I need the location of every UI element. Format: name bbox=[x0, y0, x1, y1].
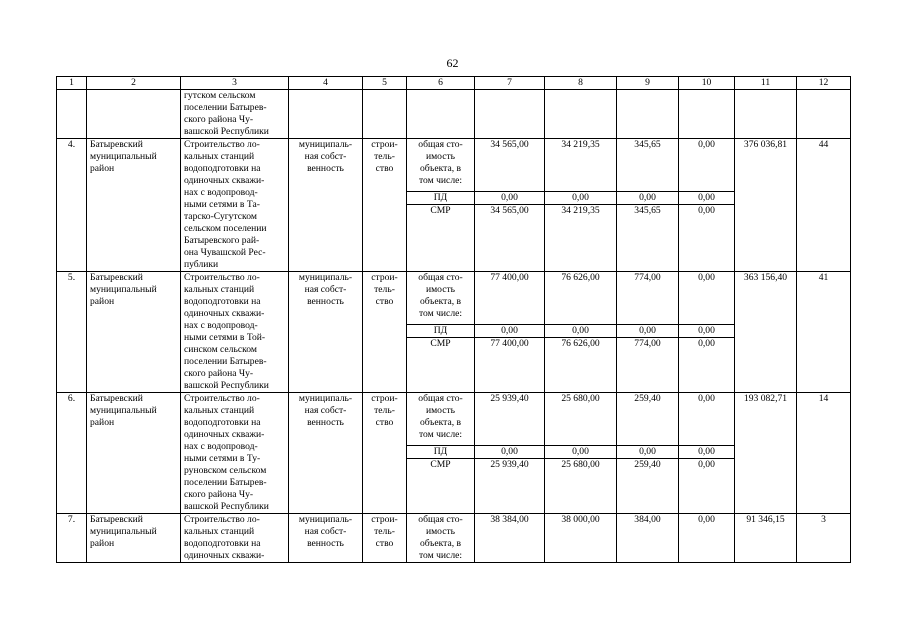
table-row bbox=[57, 393, 851, 446]
header-col-2: 2 bbox=[87, 77, 181, 90]
row-4-pd-label: ПД bbox=[407, 192, 475, 205]
row-7-work-type: строи- тель- ство bbox=[363, 514, 407, 563]
row-6-smr-col10: 0,00 bbox=[679, 459, 735, 514]
row-6-col12: 14 bbox=[797, 393, 851, 514]
row-4-smr-col8: 34 219,35 bbox=[545, 205, 617, 272]
row-5-pd-col9: 0,00 bbox=[617, 325, 679, 338]
header-col-5: 5 bbox=[363, 77, 407, 90]
row-7-district: Батыревский муниципальный район bbox=[87, 514, 181, 563]
header-col-12: 12 bbox=[797, 77, 851, 90]
row-6-total-col10: 0,00 bbox=[679, 393, 735, 446]
header-col-8: 8 bbox=[545, 77, 617, 90]
row-7-description: Строительство ло- кальных станций водоподготовки на одиночных скважи- bbox=[181, 514, 289, 563]
header-col-6: 6 bbox=[407, 77, 475, 90]
row-5-col12: 41 bbox=[797, 272, 851, 393]
row-4-work-type: строи- тель- ство bbox=[363, 139, 407, 272]
row-4-district: Батыревский муниципальный район bbox=[87, 139, 181, 272]
row-5-pd-col10: 0,00 bbox=[679, 325, 735, 338]
row-6-total-label: общая сто- имость объекта, в том числе: bbox=[407, 393, 475, 446]
row-7-total-col10: 0,00 bbox=[679, 514, 735, 563]
header-col-11: 11 bbox=[735, 77, 797, 90]
row-7-total-col9: 384,00 bbox=[617, 514, 679, 563]
row-4-pd-col9: 0,00 bbox=[617, 192, 679, 205]
row-6-pd-col10: 0,00 bbox=[679, 446, 735, 459]
row-6-total-col7: 25 939,40 bbox=[475, 393, 545, 446]
investment-table bbox=[56, 76, 851, 563]
row-6-ownership: муниципаль- ная собст- венность bbox=[289, 393, 363, 514]
row-4-ownership: муниципаль- ная собст- венность bbox=[289, 139, 363, 272]
row-5-smr-col8: 76 626,00 bbox=[545, 338, 617, 393]
row-6-smr-col7: 25 939,40 bbox=[475, 459, 545, 514]
row-5-ownership: муниципаль- ная собст- венность bbox=[289, 272, 363, 393]
header-col-10: 10 bbox=[679, 77, 735, 90]
row-4-total-col10: 0,00 bbox=[679, 139, 735, 192]
row-4-col12: 44 bbox=[797, 139, 851, 272]
row-4-smr-col10: 0,00 bbox=[679, 205, 735, 272]
header-col-3: 3 bbox=[181, 77, 289, 90]
row-5-description: Строительство ло- кальных станций водоподготовки на одиночных скважи- нах с водопровод- ными сетями в Той- синском сельском поселении Батырев- ского района Чу- вашской Республики bbox=[181, 272, 289, 393]
row-6-description: Строительство ло- кальных станций водоподготовки на одиночных скважи- нах с водопровод- ными сетями в Ту- руновском сельском поселении Батырев- ского района Чу- вашской Республики bbox=[181, 393, 289, 514]
row-5-total-label: общая сто- имость объекта, в том числе: bbox=[407, 272, 475, 325]
row-6-work-type: строи- тель- ство bbox=[363, 393, 407, 514]
row-5-pd-col8: 0,00 bbox=[545, 325, 617, 338]
row-4-description: Строительство ло- кальных станций водоподготовки на одиночных скважи- нах с водопровод- ными сетями в Та- тарско-Сугутском сельском поселении Батыревского рай- она Чувашской Рес- публики bbox=[181, 139, 289, 272]
row-5-number: 5. bbox=[57, 272, 87, 393]
page-number: 62 bbox=[446, 56, 459, 70]
row-4-smr-col9: 345,65 bbox=[617, 205, 679, 272]
row-5-work-type: строи- тель- ство bbox=[363, 272, 407, 393]
row-6-pd-col9: 0,00 bbox=[617, 446, 679, 459]
row-5-district: Батыревский муниципальный район bbox=[87, 272, 181, 393]
continuation-row bbox=[57, 90, 851, 139]
row-5-smr-col10: 0,00 bbox=[679, 338, 735, 393]
row-5-smr-label: СМР bbox=[407, 338, 475, 393]
row-4-total-label: общая сто- имость объекта, в том числе: bbox=[407, 139, 475, 192]
row-4-pd-col8: 0,00 bbox=[545, 192, 617, 205]
row-5-pd-col7: 0,00 bbox=[475, 325, 545, 338]
row-4-total-col7: 34 565,00 bbox=[475, 139, 545, 192]
row-6-pd-col7: 0,00 bbox=[475, 446, 545, 459]
row-6-smr-col8: 25 680,00 bbox=[545, 459, 617, 514]
row-4-pd-col10: 0,00 bbox=[679, 192, 735, 205]
row-6-smr-col9: 259,40 bbox=[617, 459, 679, 514]
header-col-7: 7 bbox=[475, 77, 545, 90]
row-6-total-col9: 259,40 bbox=[617, 393, 679, 446]
row-7-total-label: общая сто- имость объекта, в том числе: bbox=[407, 514, 475, 563]
row-4-total-col9: 345,65 bbox=[617, 139, 679, 192]
row-5-total-col10: 0,00 bbox=[679, 272, 735, 325]
header-row bbox=[57, 77, 851, 90]
row-6-pd-label: ПД bbox=[407, 446, 475, 459]
row-5-total-col7: 77 400,00 bbox=[475, 272, 545, 325]
row-7-col11: 91 346,15 bbox=[735, 514, 797, 563]
row-6-number: 6. bbox=[57, 393, 87, 514]
row-4-pd-col7: 0,00 bbox=[475, 192, 545, 205]
row-5-total-col9: 774,00 bbox=[617, 272, 679, 325]
row-7-total-col8: 38 000,00 bbox=[545, 514, 617, 563]
row-4-col11: 376 036,81 bbox=[735, 139, 797, 272]
row-4-smr-label: СМР bbox=[407, 205, 475, 272]
row-4-total-col8: 34 219,35 bbox=[545, 139, 617, 192]
header-col-1: 1 bbox=[57, 77, 87, 90]
row-6-col11: 193 082,71 bbox=[735, 393, 797, 514]
row-5-smr-col9: 774,00 bbox=[617, 338, 679, 393]
row-6-district: Батыревский муниципальный район bbox=[87, 393, 181, 514]
row-5-pd-label: ПД bbox=[407, 325, 475, 338]
row-5-total-col8: 76 626,00 bbox=[545, 272, 617, 325]
continuation-description: гутском сельском поселении Батырев- ского района Чу- вашской Республики bbox=[181, 90, 289, 139]
row-7-number: 7. bbox=[57, 514, 87, 563]
table-row bbox=[57, 139, 851, 192]
row-5-smr-col7: 77 400,00 bbox=[475, 338, 545, 393]
table-row bbox=[57, 272, 851, 325]
row-7-col12: 3 bbox=[797, 514, 851, 563]
row-5-col11: 363 156,40 bbox=[735, 272, 797, 393]
row-7-total-col7: 38 384,00 bbox=[475, 514, 545, 563]
row-6-total-col8: 25 680,00 bbox=[545, 393, 617, 446]
header-col-9: 9 bbox=[617, 77, 679, 90]
row-4-smr-col7: 34 565,00 bbox=[475, 205, 545, 272]
header-col-4: 4 bbox=[289, 77, 363, 90]
row-4-number: 4. bbox=[57, 139, 87, 272]
row-7-ownership: муниципаль- ная собст- венность bbox=[289, 514, 363, 563]
row-6-smr-label: СМР bbox=[407, 459, 475, 514]
table-row bbox=[57, 514, 851, 563]
row-6-pd-col8: 0,00 bbox=[545, 446, 617, 459]
